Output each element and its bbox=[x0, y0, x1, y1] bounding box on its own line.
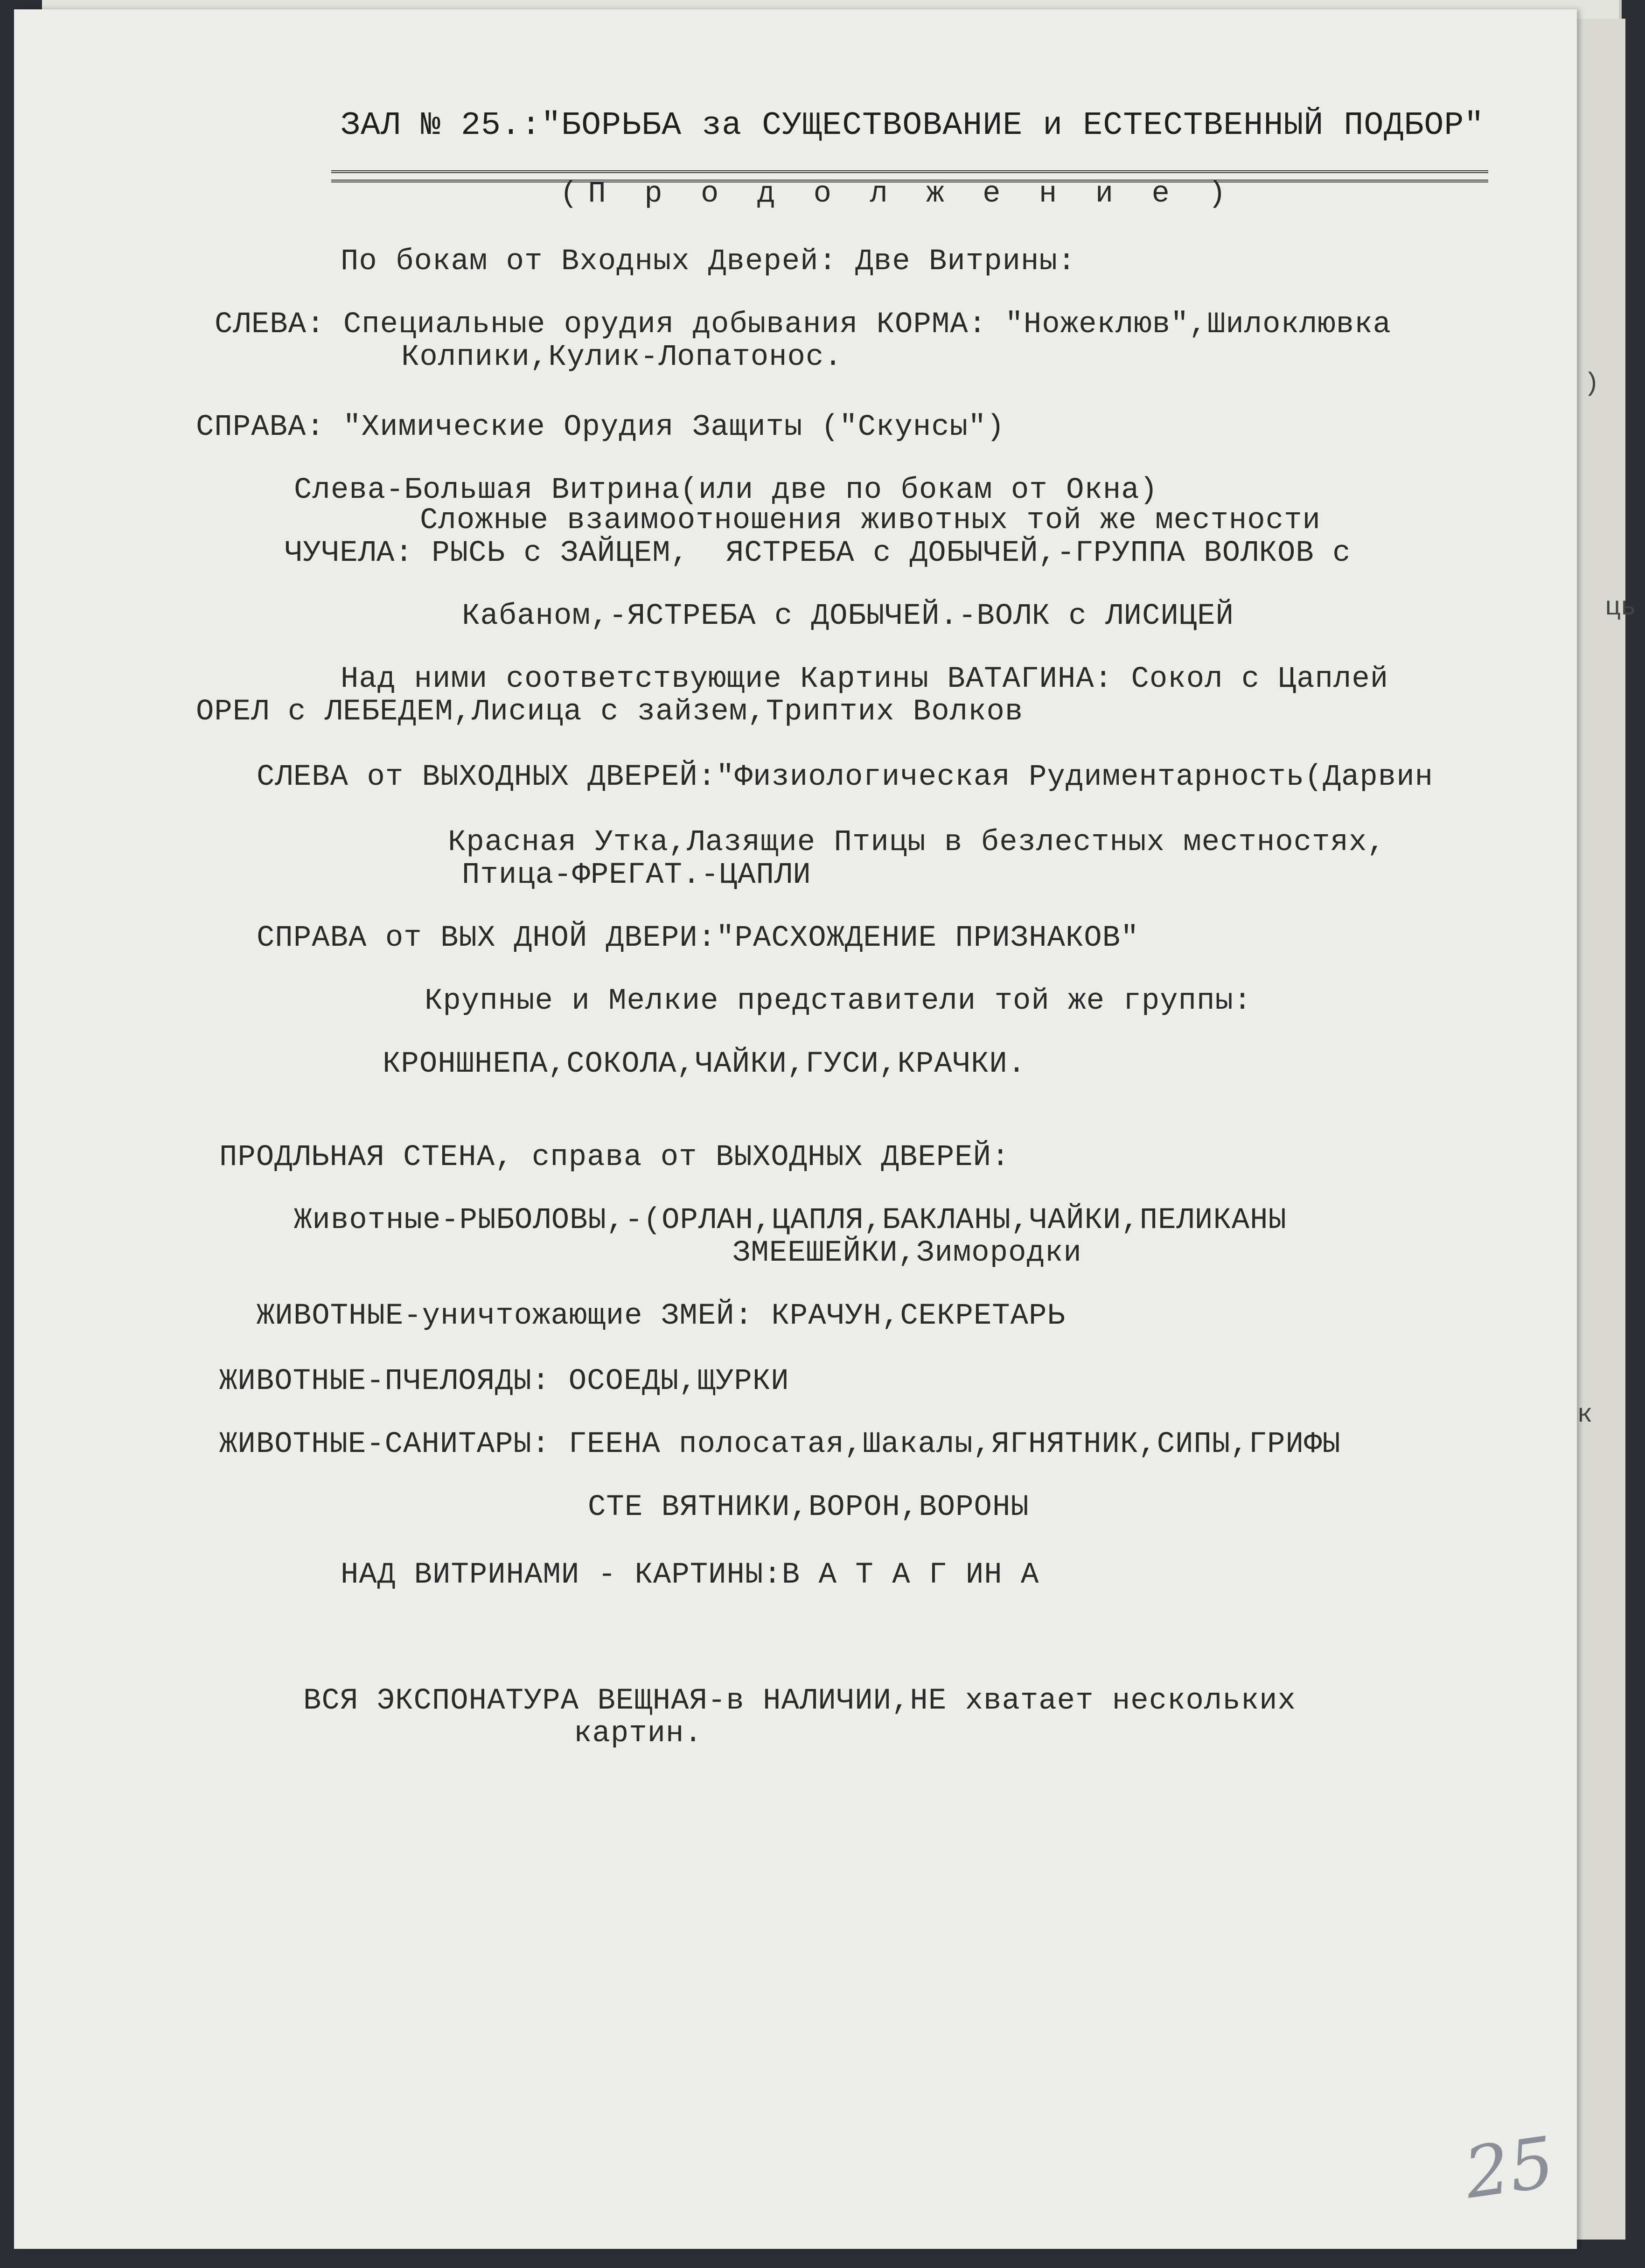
page-title: ЗАЛ № 25.:"БОРЬБА за СУЩЕСТВОВАНИЕ и ЕСТЕСТВЕННЫЙ ПОДБОР" bbox=[341, 107, 1485, 144]
text-line: ЧУЧЕЛА: РЫСЬ с ЗАЙЦЕМ, ЯСТРЕБА с ДОБЫЧЕЙ,-ГРУППА ВОЛКОВ с bbox=[285, 537, 1351, 570]
title-underline bbox=[331, 170, 1488, 173]
text-line: КРОНШНЕПА,СОКОЛА,ЧАЙКИ,ГУСИ,КРАЧКИ. bbox=[383, 1047, 1026, 1081]
text-line: СПРАВА: "Химические Орудия Защиты ("Скунсы") bbox=[196, 411, 1005, 444]
text-line: Над ними соответствующие Картины ВАТАГИНА: Сокол с Цаплей bbox=[341, 663, 1389, 696]
edge-mark-3: к bbox=[1577, 1400, 1593, 1430]
text-line: ПРОДЛЬНАЯ СТЕНА, справа от ВЫХОДНЫХ ДВЕРЕЙ: bbox=[219, 1141, 1010, 1174]
text-line: СЛЕВА от ВЫХОДНЫХ ДВЕРЕЙ:"Физиологическая Рудиментарность(Дарвин bbox=[257, 761, 1433, 794]
text-line: Слева-Большая Витрина(или две по бокам от Окна) bbox=[294, 474, 1158, 507]
text-line: картин. bbox=[574, 1717, 703, 1751]
handwritten-page-number: 25 bbox=[1459, 2121, 1560, 2215]
text-line: ОРЕЛ с ЛЕБЕДЕМ,Лисица с зайзем,Триптих Волков bbox=[196, 695, 1024, 729]
text-line: СПРАВА от ВЫХ ДНОЙ ДВЕРИ:"РАСХОЖДЕНИЕ ПРИЗНАКОВ" bbox=[257, 921, 1139, 955]
text-line: Сложные взаимоотношения животных той же местности bbox=[420, 504, 1321, 537]
edge-mark-2: ць bbox=[1605, 593, 1637, 622]
text-line: ЖИВОТНЫЕ-ПЧЕЛОЯДЫ: ОСОЕДЫ,ЩУРКИ bbox=[219, 1365, 789, 1398]
text-line: Колпики,Кулик-Лопатонос. bbox=[401, 341, 843, 374]
text-line: СЛЕВА: Специальные орудия добывания КОРМА: "Ножеклюв",Шилоклювка bbox=[215, 308, 1391, 342]
text-line: Красная Утка,Лазящие Птицы в безлестных местностях, bbox=[448, 826, 1386, 859]
text-line: СТЕ ВЯТНИКИ,ВОРОН,ВОРОНЫ bbox=[588, 1491, 1029, 1524]
text-line: ВСЯ ЭКСПОНАТУРА ВЕЩНАЯ-в НАЛИЧИИ,НЕ хватает нескольких bbox=[303, 1684, 1296, 1718]
text-line: Птица-ФРЕГАТ.-ЦАПЛИ bbox=[462, 858, 811, 892]
text-line: Кабаном,-ЯСТРЕБА с ДОБЫЧЕЙ.-ВОЛК с ЛИСИЦЕЙ bbox=[462, 600, 1234, 633]
text-line: По бокам от Входных Дверей: Две Витрины: bbox=[341, 245, 1076, 279]
text-line: ЗМЕЕШЕЙКИ,Зимородки bbox=[732, 1236, 1082, 1270]
text-line: Животные-РЫБОЛОВЫ,-(ОРЛАН,ЦАПЛЯ,БАКЛАНЫ,ЧАЙКИ,ПЕЛИКАНЫ bbox=[294, 1204, 1287, 1237]
page-subtitle: (П р о д о л ж е н и е ) bbox=[560, 177, 1236, 211]
text-line: ЖИВОТНЫЕ-САНИТАРЫ: ГЕЕНА полосатая,Шакалы,ЯГНЯТНИК,СИПЫ,ГРИФЫ bbox=[219, 1428, 1341, 1461]
edge-mark-1: ) bbox=[1584, 369, 1600, 398]
text-line: Крупные и Мелкие представители той же группы: bbox=[425, 984, 1252, 1018]
document-page bbox=[14, 9, 1577, 2249]
text-line: ЖИВОТНЫЕ-уничтожающие ЗМЕЙ: КРАЧУН,СЕКРЕТАРЬ bbox=[257, 1299, 1066, 1333]
text-line: НАД ВИТРИНАМИ - КАРТИНЫ:В А Т А Г ИН А bbox=[341, 1558, 1039, 1592]
